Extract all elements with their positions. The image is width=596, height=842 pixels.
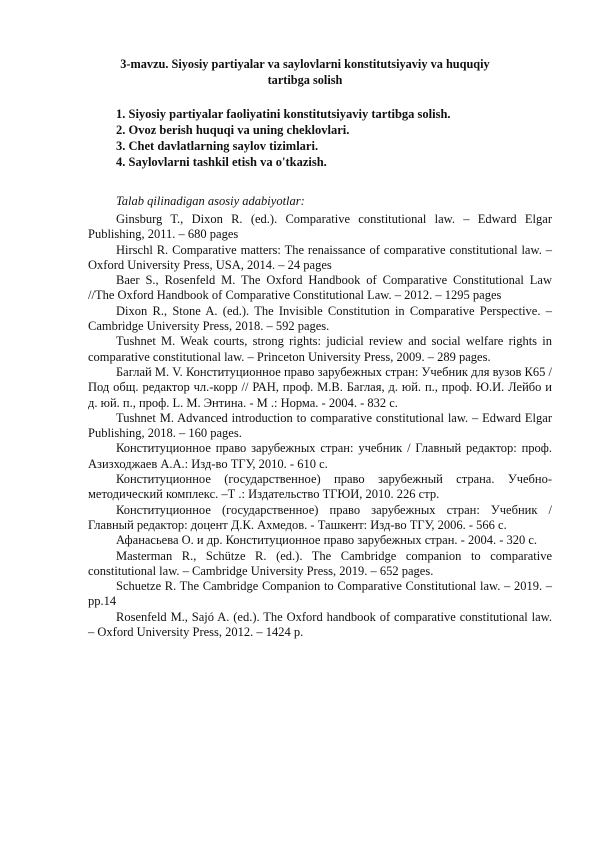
reference-item: Tushnet M. Advanced introduction to comparative constitutional law. – Edward Elgar Publishing, 2018. – 160 pages. (88, 410, 552, 441)
outline-item: 3. Chet davlatlarning saylov tizimlari. (116, 139, 319, 153)
reference-item: Баглай М. V. Конституционное право зарубежных стран: Учебник для вузов К65 / Под общ. редактор чл.-корр // РАН, проф. М.В. Баглая, д. юй. п., проф. Ю.И. Лейбо и д. юй. п., проф. L. М. Энтина. - М .: Норма. - 2004. - 832 с. (88, 364, 552, 410)
reference-item: Tushnet M. Weak courts, strong rights: judicial review and social welfare rights in comparative constitutional law. – Princeton University Press, 2009. – 289 pages. (88, 334, 552, 364)
topic-title: 3-mavzu. Siyosiy partiyalar va saylovlarni konstitutsiyaviy va huquqiy tartibga solish (120, 57, 490, 87)
reference-item: Dixon R., Stone A. (ed.). The Invisible Constitution in Comparative Perspective. – Cambridge University Press, 2018. – 592 pages. (88, 303, 552, 334)
reference-list (88, 212, 552, 640)
outline-item: 1. Siyosiy partiyalar faoliyatini konstitutsiyaviy tartibga solish. (116, 107, 451, 121)
reference-item: Baer S., Rosenfeld M. The Oxford Handbook of Comparative Constitutional Law //The Oxford Handbook of Comparative Constitutional Law. – 2012. – 1295 pages (88, 273, 552, 303)
reference-item: Конституционное (государственное) право зарубежных стран: Учебник / Главный редактор: доцент Д.К. Ахмедов. - Ташкент: Изд-во ТГУ, 2006. - 566 с. (88, 502, 552, 532)
reference-item: Конституционное право зарубежных стран: учебник / Главный редактор: проф. Азизходжаев А.А.: Изд-во ТГУ, 2010. - 610 с. (88, 441, 552, 471)
reference-item: Rosenfeld M., Sajó A. (ed.). The Oxford handbook of comparative constitutional law. – Oxford University Press, 2012. – 1424 p. (88, 609, 552, 640)
topic-outline (116, 106, 536, 170)
outline-item: 4. Saylovlarni tashkil etish va o'tkazish. (116, 155, 327, 169)
reference-item: Masterman R., Schütze R. (ed.). The Cambridge companion to comparative constitutional law. – Cambridge University Press, 2019. – 652 pages. (88, 548, 552, 578)
reference-item: Schuetze R. The Cambridge Companion to Comparative Constitutional law. – 2019. – pp.14 (88, 579, 552, 609)
reference-item: Ginsburg T., Dixon R. (ed.). Comparative constitutional law. – Edward Elgar Publishing, 2011. – 680 pages (88, 212, 552, 242)
reference-item: Hirschl R. Comparative matters: The renaissance of comparative constitutional law. – Oxford University Press, USA, 2014. – 24 pages (88, 242, 552, 272)
literature-heading: Talab qilinadigan asosiy adabiyotlar: (116, 194, 305, 208)
outline-item: 2. Ovoz berish huquqi va uning cheklovlari. (116, 123, 350, 137)
reference-item: Конституционное (государственное) право зарубежный страна. Учебно-методический комплекс. –Т .: Издательство ТГЮИ, 2010. 226 стр. (88, 472, 552, 502)
reference-item: Афанасьева О. и др. Конституционное право зарубежных стран. - 2004. - 320 с. (116, 533, 538, 548)
